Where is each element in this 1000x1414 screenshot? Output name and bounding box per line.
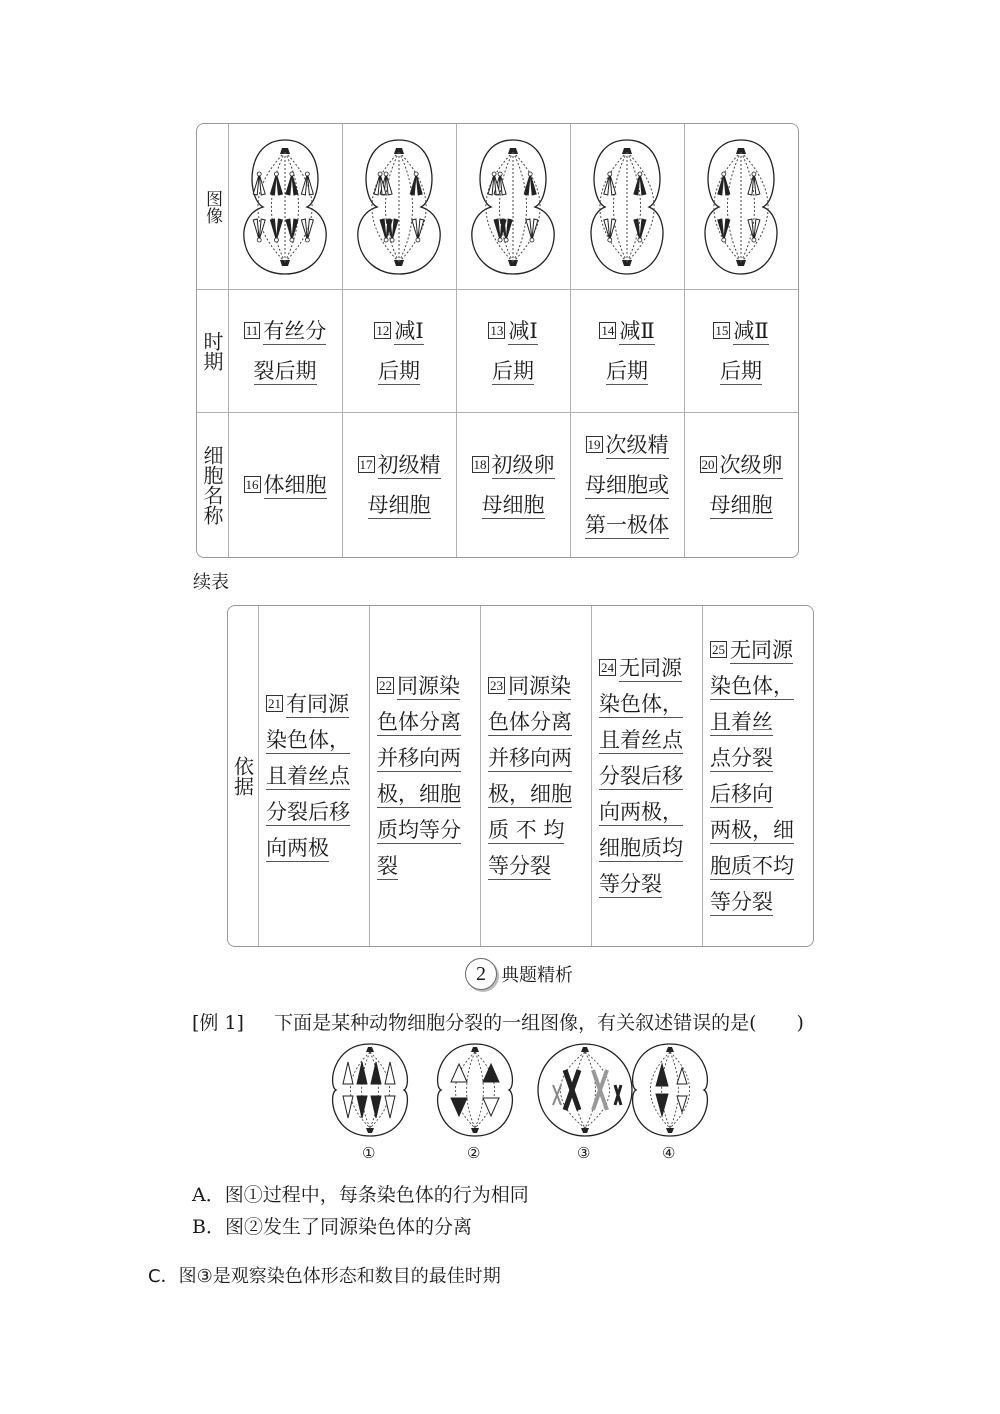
answer-text: 母细胞或 [585,473,669,497]
period-line [599,311,654,351]
basis-line [488,704,572,740]
answer-text: 后期 [606,358,648,383]
basis-line [710,704,773,740]
answer-text: 等分裂 [488,854,551,878]
section-title: 典题精析 [501,965,573,986]
cell-division-image [456,124,570,289]
figure-label: ④ [662,1144,676,1162]
option-a [192,1180,529,1207]
basis-line [377,848,398,884]
answer-number: 11 [245,322,259,338]
answer-text: 等分裂 [599,872,662,896]
basis-line [488,776,572,812]
cell-name-cell [456,412,570,558]
basis-line [266,686,349,722]
basis-line [266,830,329,866]
basis-cell [599,606,696,946]
answer-text: 极，细胞 [488,782,572,806]
basis-cell [266,606,363,946]
option-letter: B． [192,1216,225,1238]
cell-name-line [710,485,773,525]
answer-text: 后移向 [710,782,773,806]
answer-text: 次级精 [605,433,669,457]
basis-cell [377,606,474,946]
basis-cell [488,606,585,946]
example-tag: [例 1] [192,1012,244,1034]
example-question [192,1008,804,1035]
period-line [606,351,648,391]
answer-number: 15 [715,322,729,338]
answer-number: 24 [601,660,614,675]
answer-text: 并移向两 [488,746,572,770]
period-cell [684,289,798,412]
answer-text: 质均等分 [377,818,461,842]
example-figure [630,1040,710,1162]
answer-text: 第一极体 [585,513,669,537]
answer-text: 染色体， [599,692,683,716]
basis-line [377,812,461,848]
cell-division-image [342,124,456,289]
figure-label: ① [362,1144,376,1162]
option-letter: C． [148,1266,179,1287]
period-cell [342,289,456,412]
answer-text: 细胞质均 [599,836,683,860]
answer-text: 有丝分 [263,318,327,343]
answer-text: 且着丝点 [266,764,350,788]
basis-line [266,758,350,794]
cell-name-line [358,445,441,485]
period-cell [570,289,684,412]
basis-line [599,830,683,866]
answer-text: 后期 [378,358,420,383]
basis-line [377,740,461,776]
answer-number: 17 [359,457,373,472]
answer-text: 分裂后移 [599,764,683,788]
answer-text: 母细胞 [367,493,431,517]
example-figure [435,1040,515,1162]
basis-line [599,866,662,902]
cell-name-cell [228,412,342,558]
cell-name-cell [342,412,456,558]
row-label-basis: 依据 [230,756,255,796]
question-text: 下面是某种动物细胞分裂的一组图像，有关叙述错误的是( [274,1012,757,1034]
answer-text: 初级卵 [491,453,555,477]
basis-line [599,758,683,794]
basis-line [377,704,461,740]
basis-line [488,812,564,848]
answer-text: 体细胞 [263,473,327,497]
basis-line [266,722,350,758]
period-line [374,311,423,351]
basis-line [488,740,572,776]
answer-text: 减Ⅱ [619,318,655,343]
basis-table [227,605,814,947]
basis-line [266,794,350,830]
row-label-period: 时期 [200,330,224,371]
example-figure [535,1040,635,1162]
answer-text: 同源染 [397,674,460,698]
basis-line [488,848,551,884]
answer-text: 次级卵 [719,453,783,477]
answer-text: 裂 [377,854,398,878]
answer-text: 且着丝点 [599,728,683,752]
answer-text: 并移向两 [377,746,461,770]
answer-text: 后期 [492,358,534,383]
cell-name-line [472,445,555,485]
option-b [192,1212,472,1239]
answer-text: 母细胞 [709,493,773,517]
basis-line [710,884,773,920]
basis-line [710,776,773,812]
basis-line [599,794,683,830]
option-letter: A． [192,1184,225,1206]
basis-line [377,668,460,704]
cell-name-line [585,465,669,505]
basis-line [488,668,571,704]
answer-number: 23 [490,678,503,693]
basis-line [599,686,683,722]
cell-name-line [700,445,783,485]
answer-number: 14 [601,322,615,338]
period-cell [456,289,570,412]
answer-text: 向两极， [599,800,683,824]
answer-text: 向两极 [266,836,329,860]
answer-text: 两极，细 [710,818,794,842]
basis-line [599,650,682,686]
answer-number: 21 [268,696,281,711]
period-line [492,351,534,391]
figure-label: ② [467,1144,481,1162]
answer-text: 色体分离 [377,710,461,734]
period-line [254,351,317,391]
answer-text: 母细胞 [481,493,545,517]
answer-text: 同源染 [508,674,571,698]
answer-text: 且着丝 [710,710,773,734]
cell-name-cell [684,412,798,558]
period-line [488,311,537,351]
continued-table-label: 续表 [193,572,229,593]
row-label-cell-name: 细胞名称 [200,445,224,525]
answer-text: 减Ⅱ [733,318,769,343]
answer-number: 12 [376,322,390,338]
answer-text: 等分裂 [710,890,773,914]
answer-number: 22 [379,678,392,693]
cell-name-line [244,465,327,505]
basis-line [710,740,773,776]
answer-number: 16 [245,477,259,492]
cell-division-image [570,124,684,289]
answer-text: 点分裂 [710,746,773,770]
basis-line [710,668,794,704]
answer-text: 无同源 [619,656,682,680]
phase-table [196,123,799,558]
basis-line [377,776,461,812]
cell-name-cell [570,412,684,558]
answer-text: 染色体， [710,674,794,698]
cell-division-image [228,124,342,289]
option-c [148,1262,501,1288]
cell-name-line [585,505,669,545]
row-label-image: 图像 [202,189,222,224]
basis-line [599,722,683,758]
cell-name-line [586,425,669,465]
answer-text: 分裂后移 [266,800,350,824]
cell-name-line [482,485,545,525]
basis-line [710,812,794,848]
period-line [244,311,327,351]
answer-text: 有同源 [286,692,349,716]
section-heading [465,958,573,990]
option-text: 图②发生了同源染色体的分离 [224,1216,472,1238]
answer-text: 染色体， [266,728,350,752]
answer-text: 减Ⅰ [394,318,424,343]
answer-paren-close: ) [796,1012,804,1034]
answer-text: 裂后期 [253,358,317,383]
answer-text: 减Ⅰ [508,318,538,343]
basis-cell [710,606,807,946]
answer-number: 13 [490,322,504,338]
option-text: 图①过程中，每条染色体的行为相同 [224,1184,529,1206]
answer-text: 无同源 [730,638,793,662]
basis-line [710,848,794,884]
figure-label: ③ [577,1144,591,1162]
cell-division-image [684,124,798,289]
answer-number: 20 [701,457,715,472]
period-line [720,351,762,391]
example-figures [325,1040,715,1170]
period-line [378,351,420,391]
answer-number: 19 [587,437,601,452]
section-number-badge: 2 [465,958,497,990]
answer-text: 色体分离 [488,710,572,734]
period-line [713,311,768,351]
period-cell [228,289,342,412]
answer-text: 极，细胞 [377,782,461,806]
answer-text: 后期 [720,358,762,383]
answer-text: 胞质不均 [710,854,794,878]
answer-text: 初级精 [377,453,441,477]
basis-line [710,632,793,668]
answer-number: 25 [712,642,725,657]
example-figure [330,1040,410,1162]
option-text: 图③是观察染色体形态和数目的最佳时期 [178,1266,501,1287]
answer-text: 质 不 均 [488,818,565,842]
cell-name-line [368,485,431,525]
answer-number: 18 [473,457,487,472]
